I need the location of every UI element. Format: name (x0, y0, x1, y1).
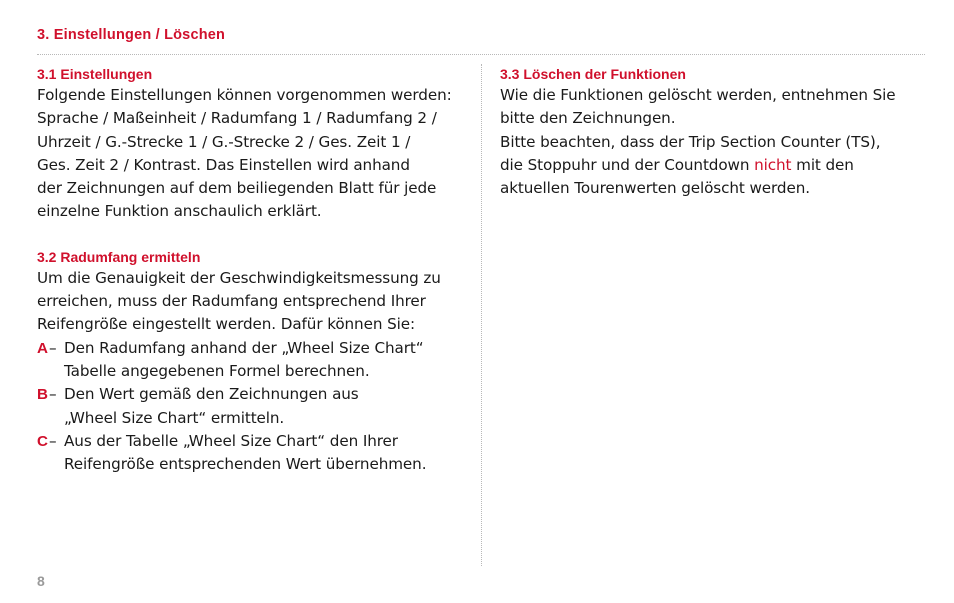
text-line-pre: die Stoppuhr und der Countdown (500, 155, 755, 174)
list-marker: C (37, 432, 48, 450)
list-item (37, 430, 462, 477)
section-3-2 (37, 247, 462, 477)
list-dash: – (49, 431, 57, 450)
text-line: erreichen, muss der Radumfang entsprechend Ihrer (37, 292, 426, 311)
section-spacer (37, 224, 462, 247)
list-item (37, 337, 462, 384)
section-heading-3-2: 3.2 Radumfang ermitteln (37, 248, 201, 265)
list-dash: – (49, 385, 57, 404)
text-line: aktuellen Tourenwerten gelöscht werden. (500, 179, 810, 198)
text-line: Um die Genauigkeit der Geschwindigkeitsmessung zu (37, 268, 441, 287)
section-3-3-body (500, 84, 920, 200)
section-heading-3-1: 3.1 Einstellungen (37, 66, 153, 82)
left-column (37, 64, 462, 476)
option-list (37, 337, 462, 477)
list-item-line: Reifengröße entsprechenden Wert übernehmen. (64, 455, 427, 474)
text-line: Uhrzeit / G.-Strecke 1 / G.-Strecke 2 / Ges. Zeit 1 / (37, 132, 411, 151)
text-line: Sprache / Maßeinheit / Radumfang 1 / Radumfang 2 / (37, 109, 437, 128)
list-item-line: Den Radumfang anhand der „Wheel Size Chart“ (64, 338, 424, 357)
page-title: 3. Einstellungen / Löschen (37, 27, 226, 43)
list-marker: A (37, 339, 48, 357)
list-dash: – (49, 338, 57, 357)
section-3-1-body (37, 84, 462, 224)
text-line: Ges. Zeit 2 / Kontrast. Das Einstellen wird anhand (37, 155, 410, 174)
header-divider (37, 54, 925, 55)
list-item-line: Tabelle angegebenen Formel berechnen. (64, 361, 370, 380)
page-number: 8 (37, 573, 45, 589)
text-line: Bitte beachten, dass der Trip Section Counter (TS), (500, 132, 881, 151)
section-heading-3-3: 3.3 Löschen der Funktionen (500, 66, 686, 82)
column-divider (481, 64, 482, 566)
text-line: der Zeichnungen auf dem beiliegenden Blatt für jede (37, 179, 437, 198)
text-line: Reifengröße eingestellt werden. Dafür können Sie: (37, 315, 416, 334)
text-line: bitte den Zeichnungen. (500, 109, 676, 128)
text-line: Wie die Funktionen gelöscht werden, entnehmen Sie (500, 86, 896, 104)
section-3-3 (500, 64, 920, 200)
section-3-2-body (37, 267, 462, 337)
list-marker: B (37, 386, 48, 404)
list-item-line: Aus der Tabelle „Wheel Size Chart“ den Ihrer (64, 431, 398, 450)
list-item-line: Den Wert gemäß den Zeichnungen aus (64, 385, 359, 404)
text-line: einzelne Funktion anschaulich erklärt. (37, 202, 322, 221)
highlighted-word: nicht (754, 155, 792, 174)
text-line-post: mit den (791, 155, 854, 174)
list-item (37, 383, 462, 430)
section-3-1 (37, 64, 462, 224)
right-column (500, 64, 920, 200)
list-item-line: „Wheel Size Chart“ ermitteln. (64, 408, 285, 427)
text-line: Folgende Einstellungen können vorgenommen werden: (37, 86, 452, 104)
